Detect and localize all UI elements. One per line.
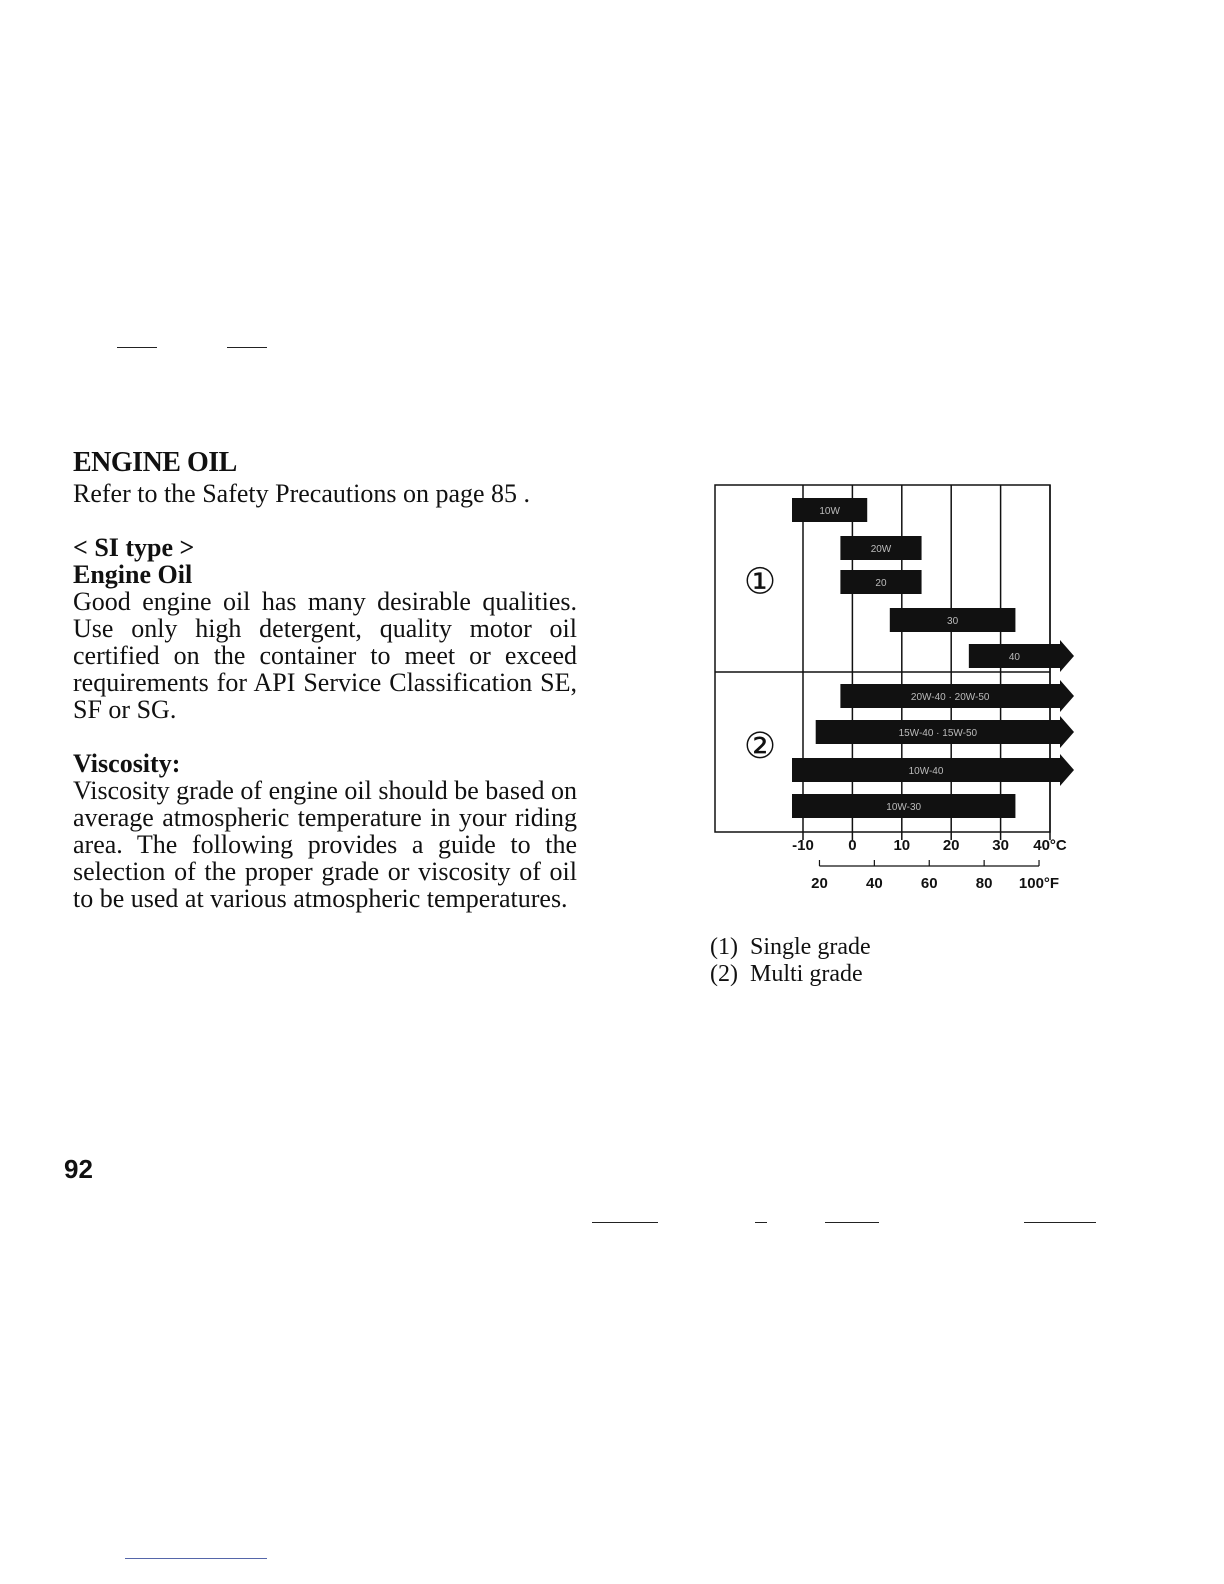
viscosity-paragraph: Viscosity grade of engine oil should be based on average atmospheric temperature in your riding area. The following provides a guide to the selection of the proper grade or viscosity of oil to be used at various atmospheric temperatures. (73, 776, 577, 913)
bar-label: 15W-40 · 15W-50 (898, 728, 978, 739)
legend-text: Multi grade (749, 961, 863, 987)
celsius-tick-label: 40°C (1033, 837, 1067, 854)
section-heading: ENGINE OIL (73, 447, 237, 478)
scan-dash (117, 347, 157, 348)
bar-label: 10W-30 (886, 802, 922, 813)
refer-line: Refer to the Safety Precautions on page 85 . (73, 479, 531, 508)
scan-dash (125, 1558, 267, 1559)
group-marker: ① (743, 561, 777, 603)
engine-oil-section (73, 446, 577, 912)
bar-label: 30 (947, 616, 959, 627)
type-label: < SI type > (73, 533, 195, 562)
celsius-tick-label: 30 (992, 837, 1009, 854)
fahrenheit-tick-label: 100°F (1018, 875, 1060, 892)
bar-label: 10W (819, 506, 840, 517)
engine-oil-title: Engine Oil (73, 560, 193, 589)
chart-legend (710, 934, 871, 988)
celsius-tick-label: -10 (792, 837, 814, 854)
celsius-tick-label: 0 (848, 837, 857, 854)
viscosity-chart (700, 470, 1100, 910)
celsius-tick-label: 20 (942, 837, 960, 854)
legend-item-multi-grade (710, 961, 871, 988)
scan-dash (1024, 1222, 1096, 1223)
fahrenheit-tick-label: 20 (811, 875, 828, 892)
fahrenheit-tick-label: 40 (866, 875, 883, 892)
bar-label: 20W (870, 544, 892, 555)
group-marker: ② (743, 726, 777, 767)
viscosity-title: Viscosity: (73, 749, 181, 778)
legend-number: (1) (710, 934, 738, 960)
page-number: 92 (64, 1154, 93, 1184)
celsius-tick-label: 10 (893, 837, 911, 854)
bar-label: 20 (875, 578, 887, 589)
legend-text: Single grade (749, 934, 871, 960)
legend-number: (2) (710, 961, 738, 987)
bar-label: 10W-40 (908, 766, 944, 777)
scan-dash (592, 1222, 658, 1223)
fahrenheit-tick-label: 80 (975, 875, 993, 892)
fahrenheit-tick-label: 60 (920, 875, 938, 892)
engine-oil-paragraph: Good engine oil has many desirable qualities. Use only high detergent, quality motor oil certified on the container to meet or exceed requirements for API Service Classification SE, SF or SG. (73, 587, 577, 724)
scan-dash (227, 347, 267, 348)
legend-item-single-grade (710, 934, 871, 961)
viscosity-bar (969, 640, 1074, 672)
bar-label: 20W-40 · 20W-50 (910, 692, 990, 703)
bar-label: 40 (1008, 652, 1020, 663)
scan-dash (825, 1222, 879, 1223)
scan-dash (755, 1222, 767, 1223)
